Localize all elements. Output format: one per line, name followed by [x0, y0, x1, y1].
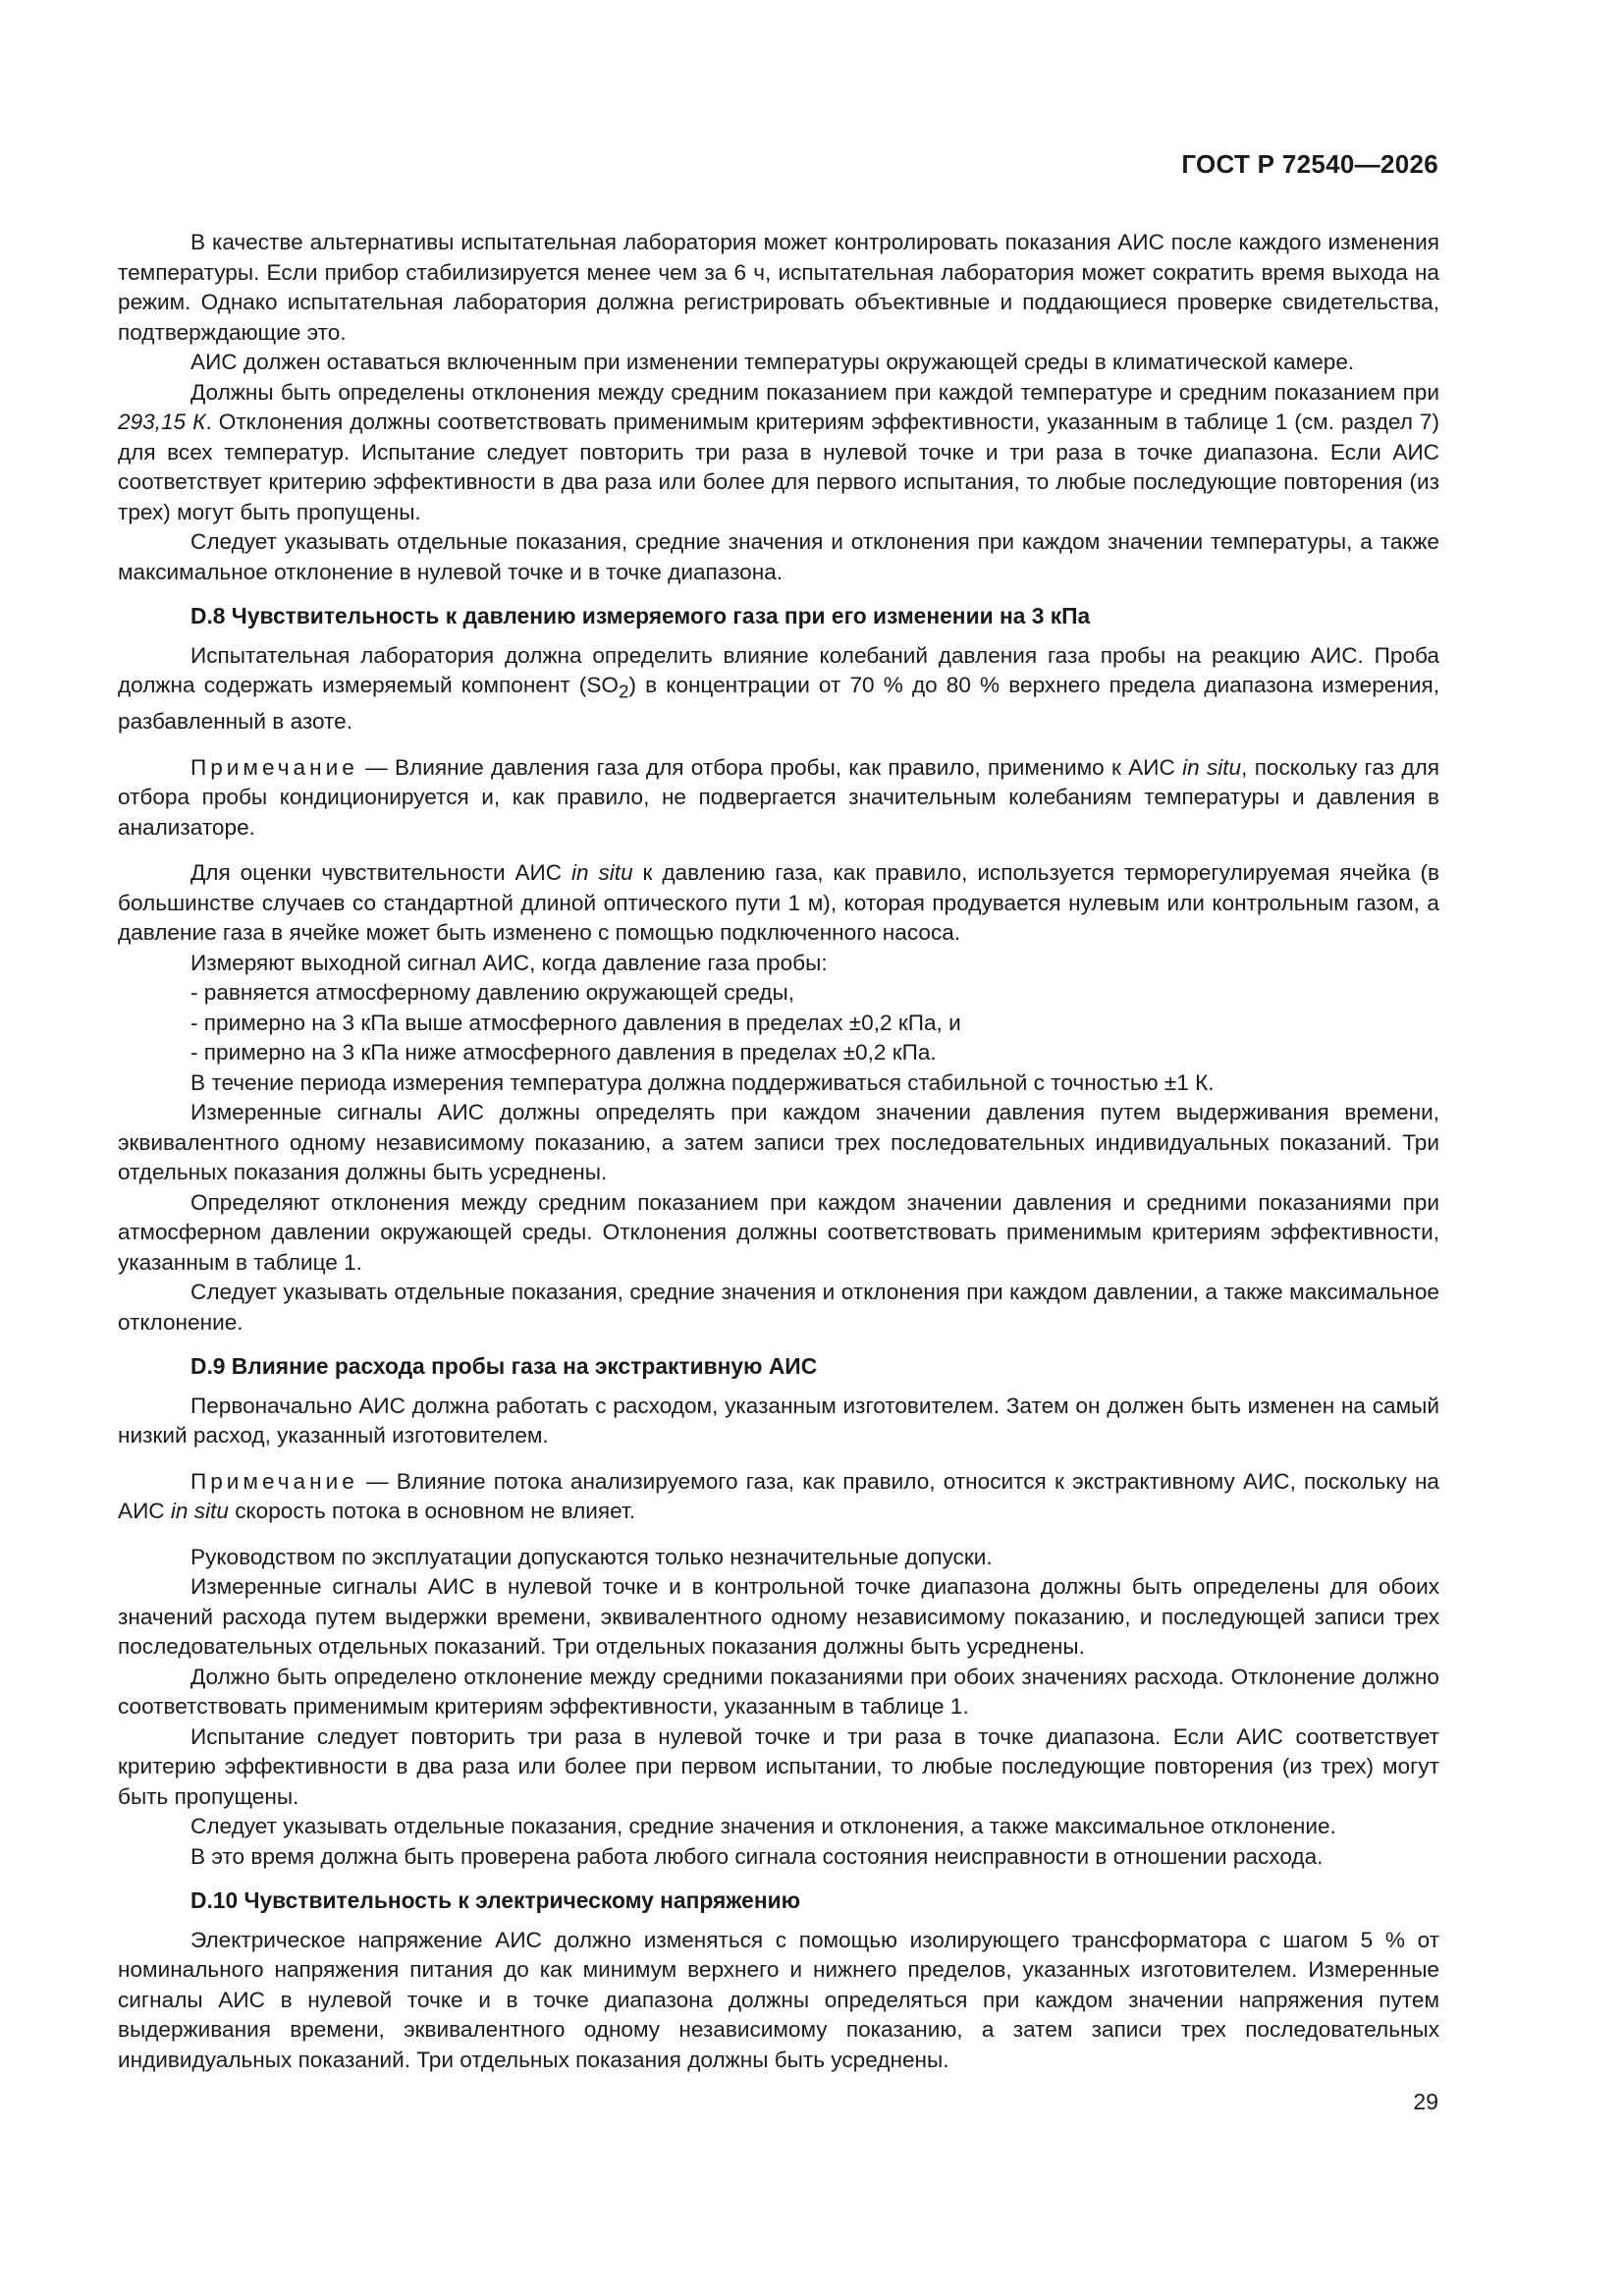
paragraph: Следует указывать отдельные показания, средние значения и отклонения при каждом значении температуры, а также максимальное отклонение в нулевой точке и в точке диапазона. [118, 529, 1439, 584]
paragraph-text: ) в концентрации от 70 % до 80 % верхнего предела диапазона измерения, разбавленный в азоте. [118, 673, 1439, 735]
paragraph: Измеряют выходной сигнал АИС, когда давление газа пробы: [190, 950, 828, 975]
paragraph: Первоначально АИС должна работать с расходом, указанным изготовителем. Затем он должен быть изменен на самый низкий расход, указанный изготовителем. [118, 1393, 1439, 1449]
note-label: Примечание [190, 1468, 358, 1494]
note-text: , поскольку газ для отбора пробы кондиционируется и, как правило, не подвергается значительным колебаниям температуры и давления в анализаторе. [118, 754, 1439, 840]
paragraph [118, 378, 1439, 528]
paragraph: Определяют отклонения между средним показанием при каждом значении давления и средними показаниями при атмосферном давлении окружающей среды. Отклонения должны соответствовать применимым критериям эффективности, указанным в таблице 1. [118, 1189, 1439, 1275]
section-heading-d10: D.10 Чувствительность к электрическому напряжению [190, 1887, 801, 1914]
subscript: 2 [618, 681, 629, 702]
paragraph-text: Испытательная лаборатория должна определить влияние колебаний давления газа пробы на реакцию АИС. Проба должна содержать измеряемый компонент (SO [118, 642, 1439, 697]
paragraph-text: Для оценки чувствительности АИС [190, 860, 571, 886]
paragraph: В качестве альтернативы испытательная лаборатория может контролировать показания АИС после каждого изменения температуры. Если прибор стабилизируется менее чем за 6 ч, испытательная лаборатория может сократить время выхода на режим. Однако испытательная лаборатория должна регистрировать объективные и поддающиеся проверке свидетельства, подтверждающие это. [118, 230, 1439, 345]
paragraph-text: Должны быть определены отклонения между средним показанием при каждой температуре и средним показанием при [190, 379, 1439, 405]
term-in-situ: in situ [571, 860, 633, 886]
term-in-situ: in situ [170, 1499, 229, 1524]
section-heading-d8: D.8 Чувствительность к давлению измеряемого газа при его изменении на 3 кПа [190, 603, 1091, 629]
paragraph [118, 858, 1439, 949]
note [118, 1467, 1439, 1527]
paragraph: Следует указывать отдельные показания, средние значения и отклонения, а также максимальное отклонение. [190, 1814, 1336, 1839]
paragraph: Испытание следует повторить три раза в нулевой точке и три раза в точке диапазона. Если АИС соответствует критерию эффективности в два раза или более при первом испытании, то любые последующие повторения (из трех) могут быть пропущены. [118, 1723, 1439, 1809]
document-id-header: ГОСТ Р 72540—2026 [1181, 149, 1438, 179]
paragraph: Измеренные сигналы АИС должны определять при каждом значении давления путем выдерживания времени, эквивалентного одному независимому показанию, а затем записи трех последовательных индивидуальных показаний. Три отдельных показания должны быть усреднены. [118, 1100, 1439, 1185]
paragraph: В это время должна быть проверена работа любого сигнала состояния неисправности в отношении расхода. [190, 1843, 1324, 1869]
paragraph: Измеренные сигналы АИС в нулевой точке и в контрольной точке диапазона должны быть определены для обоих значений расхода путем выдержки времени, эквивалентного одному независимому показанию, и последующей записи трех последовательных отдельных показаний. Три отдельных показания должны быть усреднены. [118, 1574, 1439, 1660]
document-body [118, 228, 1439, 2075]
term-in-situ: in situ [1182, 754, 1242, 780]
temperature-value: 293,15 К [118, 410, 206, 434]
note-text: скорость потока в основном не влияет. [228, 1499, 636, 1524]
section-heading-d9: D.9 Влияние расхода пробы газа на экстрактивную АИС [190, 1353, 818, 1380]
note-label: Примечание [190, 754, 358, 780]
paragraph-text: к давлению газа, как правило, используется терморегулируемая ячейка (в большинстве случаев со стандартной длиной оптического пути 1 м), которая продувается нулевым или контрольным газом, а давление газа в ячейке может быть изменено с помощью подключенного насоса. [118, 860, 1439, 946]
note [118, 753, 1439, 844]
paragraph: В течение периода измерения температура должна поддерживаться стабильной с точностью ±1 К. [190, 1069, 1215, 1095]
page-number: 29 [1413, 2089, 1438, 2114]
paragraph: Руководством по эксплуатации допускаются только незначительные допуски. [190, 1544, 993, 1569]
list-item: - равняется атмосферному давлению окружающей среды, [190, 980, 794, 1006]
paragraph: АИС должен оставаться включенным при изменении температуры окружающей среды в климатической камере. [190, 350, 1355, 374]
paragraph [118, 641, 1439, 738]
paragraph-text: . Отклонения должны соответствовать применимым критериям эффективности, указанным в таблице 1 (см. раздел 7) для всех температур. Испытание следует повторить три раза в нулевой точке и три раза в точке диапазона. Если АИС соответствует критерию эффективности в два раза или более для первого испытания, то любые последующие повторения (из трех) могут быть пропущены. [118, 410, 1439, 524]
list-item: - примерно на 3 кПа ниже атмосферного давления в пределах ±0,2 кПа. [190, 1040, 937, 1066]
note-text: — Влияние давления газа для отбора пробы, как правило, применимо к АИС [357, 754, 1183, 780]
list-item: - примерно на 3 кПа выше атмосферного давления в пределах ±0,2 кПа, и [190, 1010, 961, 1035]
note-text: — Влияние потока анализируемого газа, как правило, относится к экстрактивному АИС, поскольку на АИС [118, 1468, 1439, 1524]
paragraph: Должно быть определено отклонение между средними показаниями при обоих значениях расхода. Отклонение должно соответствовать применимым критериям эффективности, указанным в таблице 1. [118, 1664, 1439, 1720]
paragraph: Электрическое напряжение АИС должно изменяться с помощью изолирующего трансформатора с шагом 5 % от номинального напряжения питания до как минимум верхнего и нижнего пределов, указанных изготовителем. Измеренные сигналы АИС в нулевой точке и в точке диапазона должны определяться при каждом значении напряжения путем выдерживания времени, эквивалентного одному независимому показанию, а затем записи трех последовательных индивидуальных показаний. Три отдельных показания должны быть усреднены. [118, 1927, 1439, 2072]
paragraph: Следует указывать отдельные показания, средние значения и отклонения при каждом давлении, а также максимальное отклонение. [118, 1280, 1439, 1335]
